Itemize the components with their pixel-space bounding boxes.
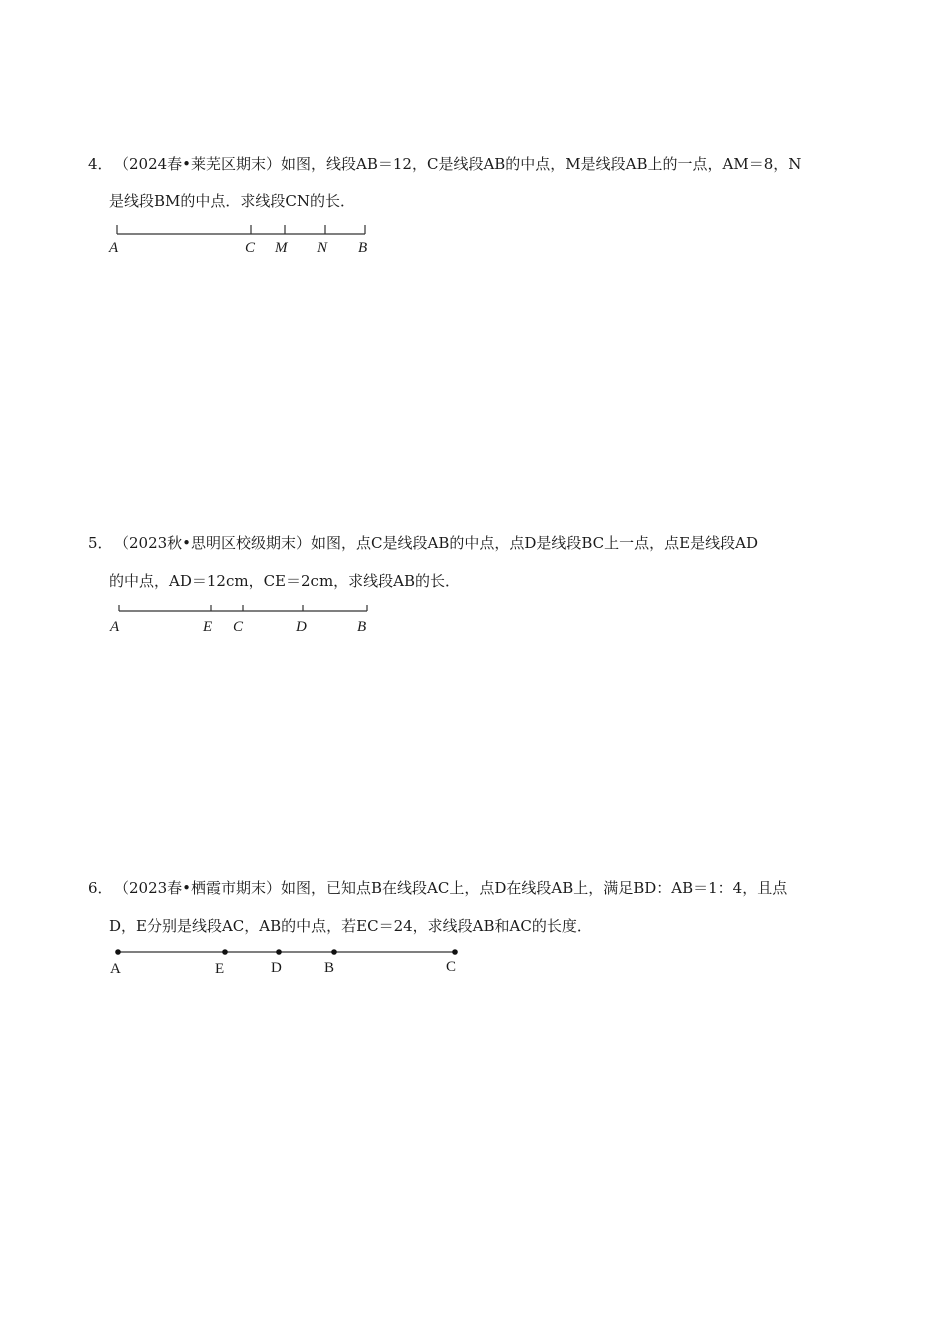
label-e: E [203, 619, 213, 635]
label-e: E [215, 961, 225, 977]
label-b: B [324, 960, 335, 976]
problem-5-number: 5． [88, 534, 113, 552]
point-c [452, 949, 458, 955]
label-d: D [296, 619, 307, 635]
problem-6-number: 6． [88, 879, 113, 897]
problem-5-line-2: 的中点，AD＝12cm，CE＝2cm，求线段AB的长． [109, 572, 461, 590]
problem-6-figure [100, 940, 480, 985]
label-n: N [317, 240, 328, 256]
problem-5-line-1: （2023秋•思明区校级期末）如图，点C是线段AB的中点，点D是线段BC上一点，点E是线段AD [114, 534, 758, 552]
point-a [115, 949, 121, 955]
problem-4-line-2: 是线段BM的中点．求线段CN的长． [109, 192, 355, 210]
label-b: B [358, 240, 368, 256]
problem-4-figure [100, 218, 400, 263]
point-b [331, 949, 337, 955]
label-c: C [245, 240, 256, 256]
problem-6-line-2: D，E分别是线段AC，AB的中点，若EC＝24，求线段AB和AC的长度． [109, 917, 592, 935]
label-a: A [110, 961, 121, 977]
point-e [222, 949, 228, 955]
label-c: C [233, 619, 244, 635]
problem-6-line-1: （2023春•栖霞市期末）如图，已知点B在线段AC上，点D在线段AB上，满足BD：AB＝1：4，且点 [114, 879, 788, 897]
problem-4-number: 4． [88, 155, 113, 173]
point-d [276, 949, 282, 955]
label-a: A [109, 240, 119, 256]
label-a: A [110, 619, 120, 635]
label-c: C [446, 959, 457, 975]
label-b: B [357, 619, 367, 635]
label-d: D [271, 960, 282, 976]
problem-5-figure [100, 598, 400, 643]
problem-4-line-1: （2024春•莱芜区期末）如图，线段AB＝12，C是线段AB的中点，M是线段AB上的一点，AM＝8，N [114, 155, 802, 173]
label-m: M [275, 240, 288, 256]
